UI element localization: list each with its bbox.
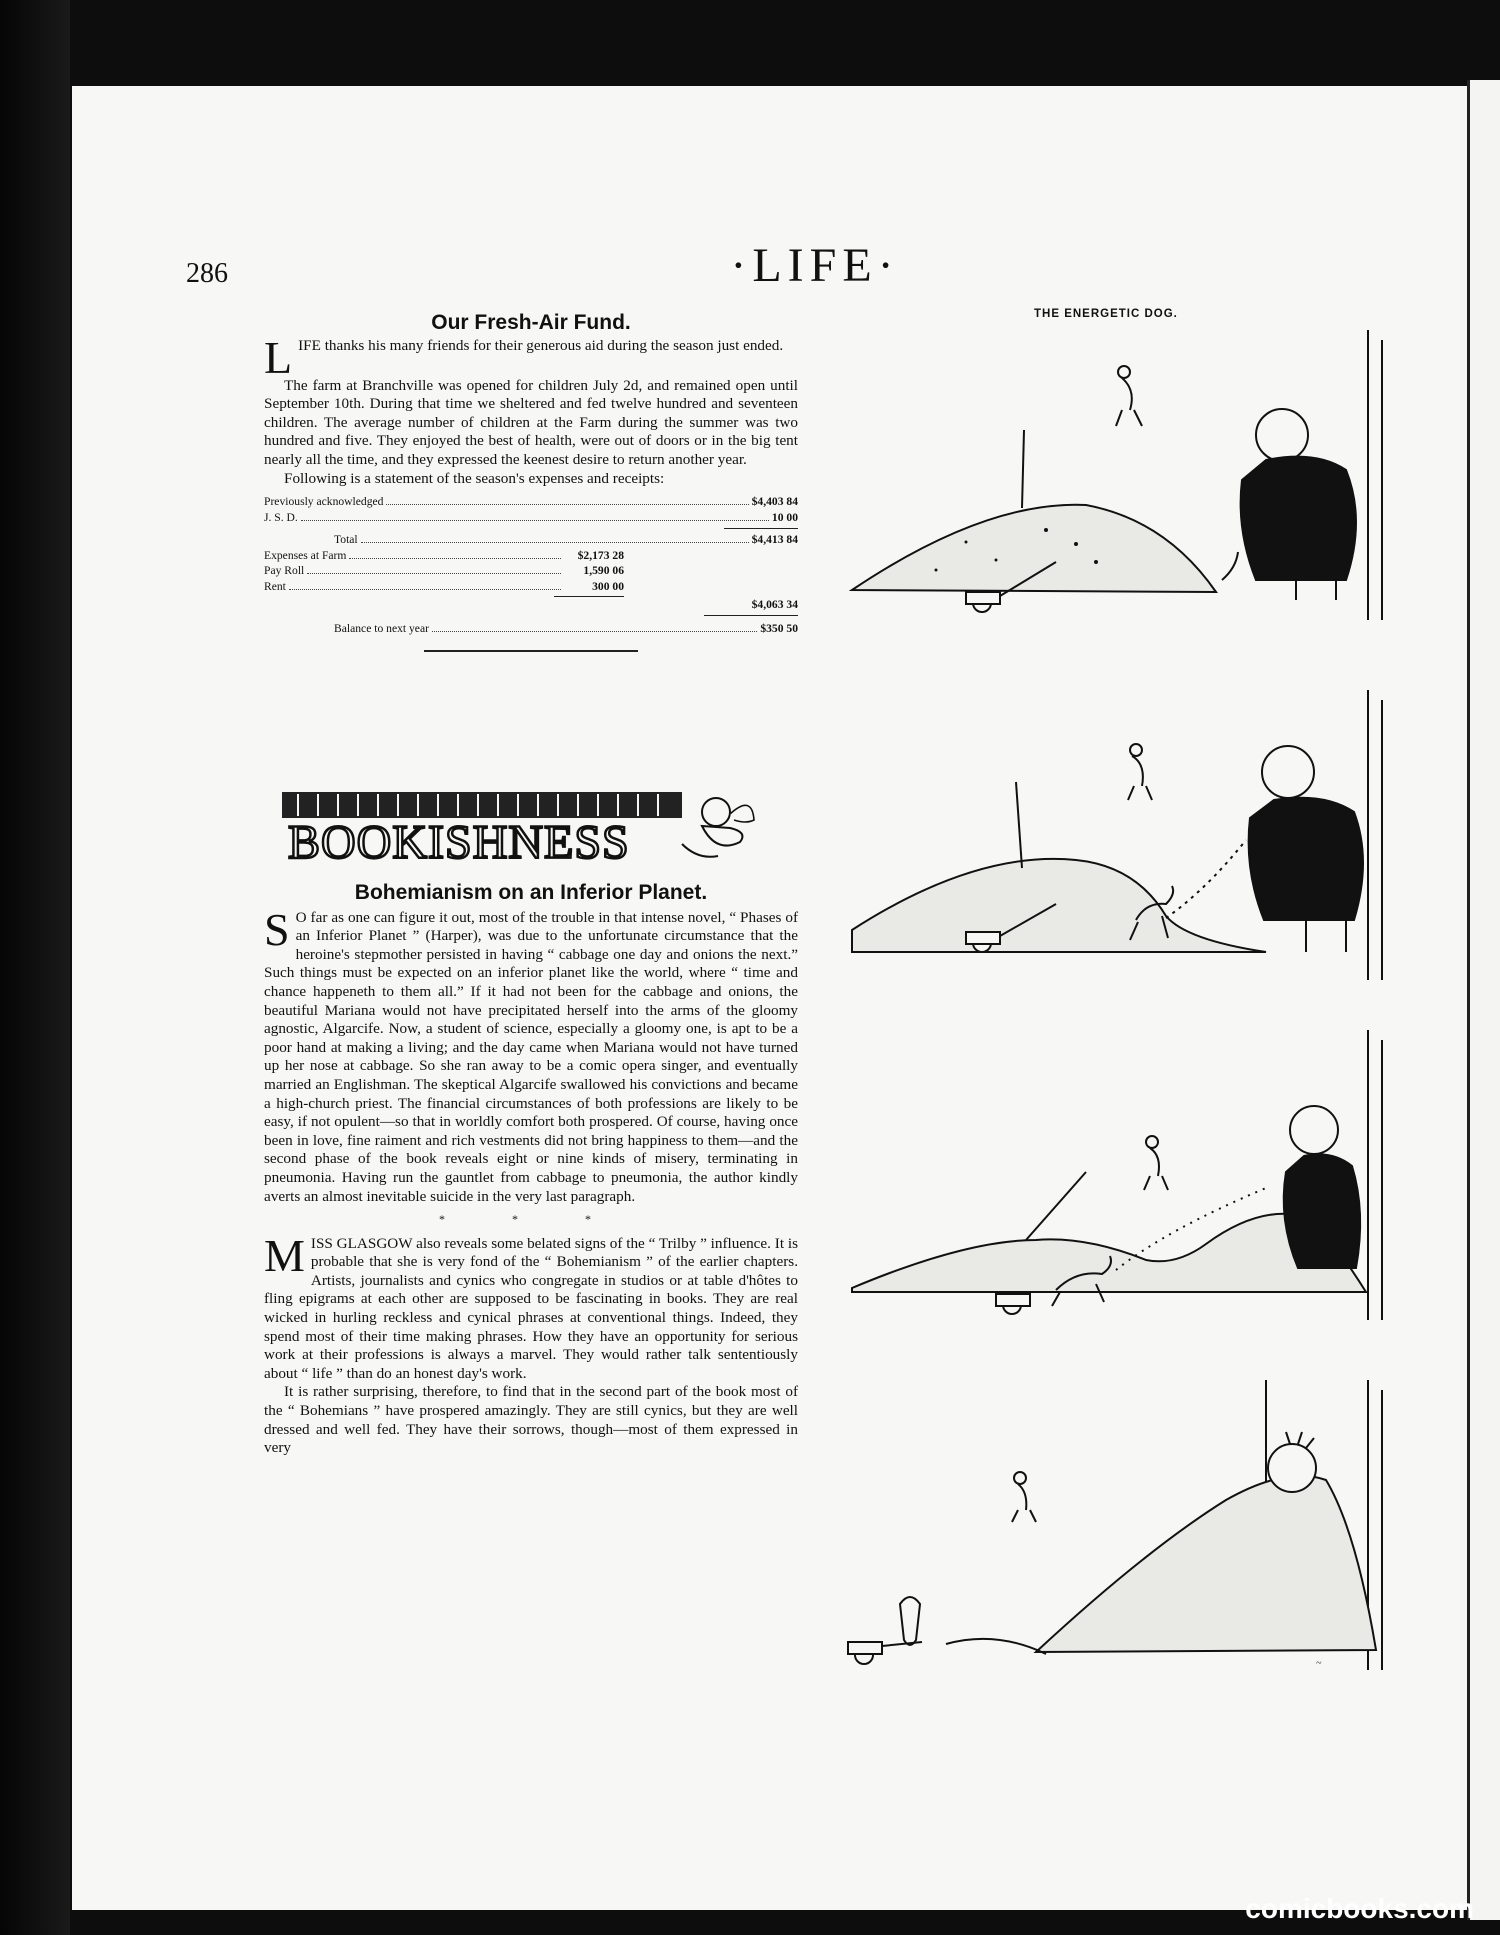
- comic-panel-2: [846, 690, 1406, 990]
- fresh-air-fund-title: Our Fresh-Air Fund.: [431, 311, 631, 334]
- comic-panel-3: [846, 1030, 1406, 1330]
- section-separator: * * *: [439, 1212, 623, 1227]
- ledger-row-jsd: J. S. D. 10 00: [264, 510, 798, 524]
- bohemianism-para-3: It is rather surprising, therefore, to find that in the second part of the book most of the “ Bohemians ” have prospered amazingly. They are still cynics, but they are well dressed and well fed. They have their sorrows, though—most of them expressed in very: [264, 1383, 798, 1457]
- section-divider: [424, 650, 638, 652]
- bookishness-banner-text: BOOKISHNESS: [288, 816, 630, 869]
- expense-ledger: [264, 494, 798, 652]
- scan-border-left: [0, 0, 70, 1935]
- ledger-row-total: Total $4,413 84: [334, 533, 798, 547]
- ledger-row-previously: Previously acknowledged $4,403 84: [264, 495, 798, 509]
- ledger-row-rent: Rent 300 00: [264, 579, 624, 593]
- fresh-air-para-1: LIFE thanks his many friends for their generous aid during the season just ended.: [264, 331, 784, 383]
- bookishness-banner: [278, 784, 756, 872]
- dropcap-l: L: [264, 331, 293, 383]
- masthead-life: ·LIFE·: [730, 239, 900, 292]
- page-number: 286: [186, 258, 228, 289]
- bohemianism-title: Bohemianism on an Inferior Planet.: [354, 881, 708, 904]
- ledger-row-payroll: Pay Roll 1,590 06: [264, 564, 624, 578]
- fresh-air-para-3: Following is a statement of the season's expenses and receipts:: [284, 469, 665, 487]
- dropcap-m: M: [264, 1229, 305, 1281]
- dropcap-s: S: [264, 903, 290, 955]
- ledger-expenses-block: [264, 548, 624, 598]
- bohemianism-para-2: MISS GLASGOW also reveals some belated signs of the “ Trilby ” influence. It is probable that she is very fond of the “ Bohemianism ” of the earlier chapters. Artists, journalists and cynics who congregate in studios or at table d'hôtes to fling epigrams at each other are supposed to be fascinating in books. They are real wicked in hurling reckless and cynical phrases at conventional things. Indeed, they spend most of their time making phrases. How they have an opportunity for serious work at their professions is always a marvel. They would rather talk sententiously about “ life ” than do an honest day's work.: [264, 1229, 798, 1382]
- bookishness-article: [264, 881, 798, 1458]
- ledger-row-expenses: Expenses at Farm $2,173 28: [264, 548, 624, 562]
- cherub-icon: [682, 798, 754, 857]
- fresh-air-para-2: The farm at Branchville was opened for children July 2d, and remained open until September 10th. During that time we sheltered and fed twelve hundred and seventeen children. The average number of children at the Farm during the summer was two hundred and five. They enjoyed the best of health, were out of doors or in the big tent nearly all the time, and they expressed the keenest desire to return another year.: [264, 376, 798, 468]
- ledger-rule: [724, 528, 798, 529]
- watermark: comicbooks.com: [1245, 1893, 1474, 1924]
- comic-panel-1: [846, 330, 1406, 630]
- comic-title: THE ENERGETIC DOG.: [1034, 308, 1178, 320]
- ledger-row-subtotal: $4,063 34: [751, 598, 798, 612]
- next-page-edge: [1467, 80, 1500, 1920]
- comic-panel-4: [846, 1380, 1406, 1680]
- bohemianism-para-1: S O far as one can figure it out, most of the trouble in that intense novel, “ Phases of an Inferior Planet ” (Harper), was due to the unfortunate circumstance that the heroine's stepmother persisted in having “ cabbage one day and onions the next.” Such things must be expected on an inferior planet like the world, where “ time and chance happeneth to them all.” If it had not been for the cabbage and onions, the beautiful Mariana would not have precipitated herself into the arms of the gloomy agnostic, Algarcife. Now, a student of science, especially a gloomy one, is apt to be a poor hand at making a living; and the day came when Mariana would not have turned up her nose at cabbage. So she ran away to be a comic opera singer, and eventually married an Englishman. The skeptical Algarcife swallowed his convictions and became a high-church priest. The financial circumstances of both professions are likely to be easy, if not opulent—so that in worldly comfort both prospered. Of course, having once been in love, fine raiment and rich vestments did not bring happiness to them—and the second phase of the book reveals eight or nine kinds of misery, terminating in pneumonia. Having run the gauntlet from cabbage to pneumonia, the author kindly averts an almost inevitable suicide in the very last paragraph.: [264, 903, 798, 1205]
- fresh-air-fund-article: [264, 311, 798, 652]
- svg-text:~: ~: [1316, 1658, 1322, 1669]
- ledger-row-balance: Balance to next year $350 50: [334, 621, 798, 635]
